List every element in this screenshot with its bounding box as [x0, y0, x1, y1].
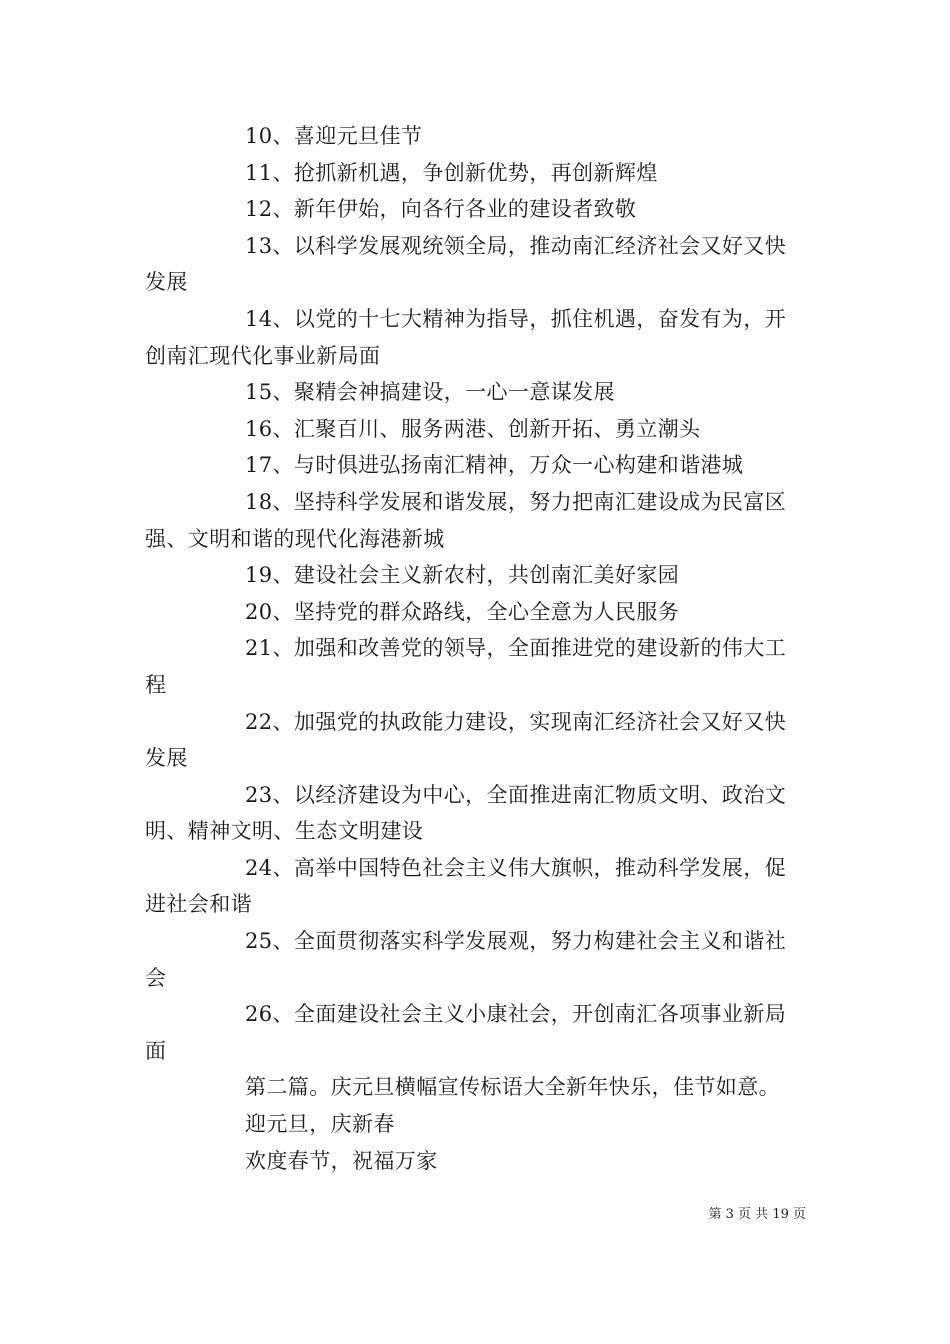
slogan-11: 11、抢抓新机遇，争创新优势，再创新辉煌: [245, 160, 658, 185]
slogan-16: 16、汇聚百川、服务两港、创新开拓、勇立潮头: [245, 416, 701, 441]
slogan-25: 25、全面贯彻落实科学发展观，努力构建社会主义和谐社会: [145, 929, 787, 990]
slogan-14: 14、以党的十七大精神为指导，抓住机遇，奋发有为，开创南汇现代化事业新局面: [145, 306, 787, 368]
document-body: [145, 118, 807, 1179]
slogan-20: 20、坚持党的群众路线，全心全意为人民服务: [245, 599, 680, 624]
slogan-24: 24、高举中国特色社会主义伟大旗帜，推动科学发展，促进社会和谐: [145, 855, 787, 917]
page-number-footer: 第 3 页 共 19 页: [708, 1207, 806, 1222]
slogan-10: 10、喜迎元旦佳节: [245, 124, 423, 148]
slogan-18: 18、坚持科学发展和谐发展，努力把南汇建设成为民富区强、文明和谐的现代化海港新城: [145, 489, 787, 551]
slogan-21: 21、加强和改善党的领导，全面推进党的建设新的伟大工程: [145, 636, 787, 697]
slogan-22: 22、加强党的执政能力建设，实现南汇经济社会又好又快发展: [145, 709, 787, 771]
slogan-26: 26、全面建设社会主义小康社会，开创南汇各项事业新局面: [145, 1002, 787, 1063]
slogan-13: 13、以科学发展观统领全局，推动南汇经济社会又好又快发展: [145, 233, 787, 295]
slogan-12: 12、新年伊始，向各行各业的建设者致敬: [245, 197, 637, 222]
slogan-19: 19、建设社会主义新农村，共创南汇美好家园: [245, 563, 680, 588]
slogan-17: 17、与时俱进弘扬南汇精神，万众一心构建和谐港城: [245, 453, 744, 478]
section-two-heading: 第二篇。庆元旦横幅宣传标语大全新年快乐，佳节如意。: [245, 1075, 780, 1100]
banner-slogan: 迎元旦，庆新春: [245, 1112, 395, 1137]
slogan-23: 23、以经济建设为中心，全面推进南汇物质文明、政治文明、精神文明、生态文明建设: [145, 782, 787, 844]
slogan-15: 15、聚精会神搞建设，一心一意谋发展: [245, 380, 615, 405]
banner-slogan: 欢度春节，祝福万家: [245, 1148, 438, 1173]
